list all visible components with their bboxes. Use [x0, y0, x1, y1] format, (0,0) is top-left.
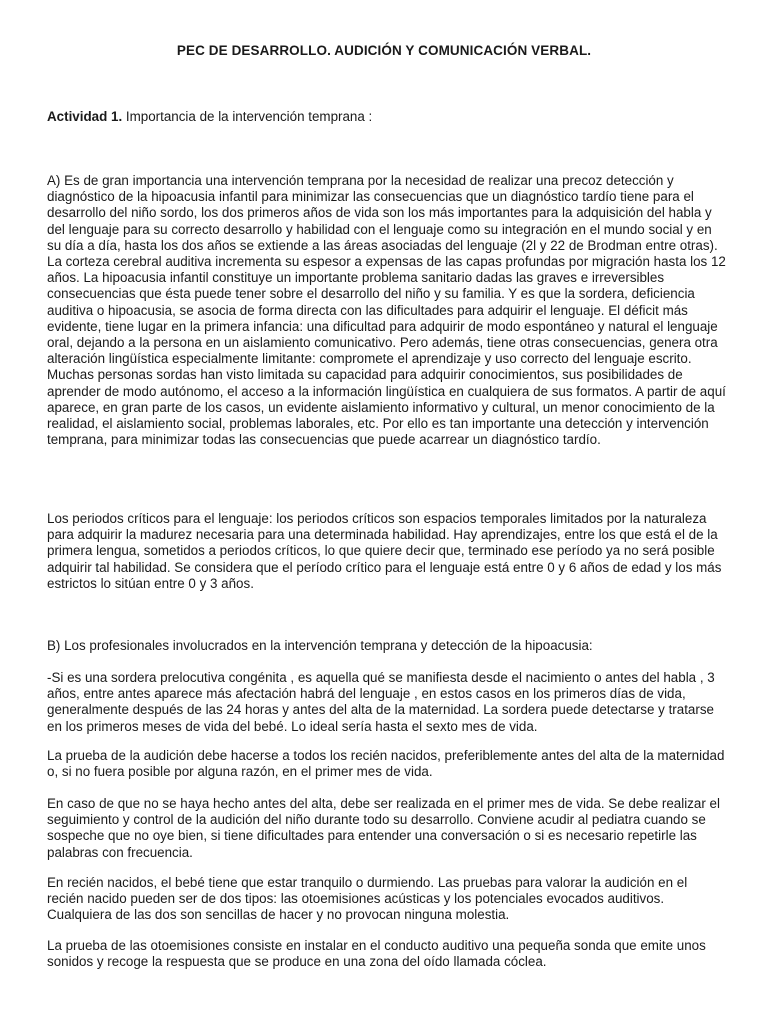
paragraph-b-professionals: B) Los profesionales involucrados en la intervención temprana y detección de la hipoacusia: — [47, 638, 593, 653]
paragraph-hearing-test: La prueba de la audición debe hacerse a todos los recién nacidos, preferiblemente antes del alta de la maternidad o, si no fuera posible por alguna razón, en el primer mes de vida. — [47, 748, 725, 780]
paragraph-newborn-tests: En recién nacidos, el bebé tiene que estar tranquilo o durmiendo. Las pruebas para valorar la audición en el recién nacido pueden ser de dos tipos: las otoemisiones acústicas y los potenciales evocados auditivos. Cualquiera de las dos son sencillas de hacer y no provocan ninguna molestia. — [47, 875, 688, 923]
paragraph-prelocutive-deafness: -Si es una sordera prelocutiva congénita , es aquella qué se manifiesta desde el nacimiento o antes del habla , 3 años, entre antes aparece más afectación habrá del lenguaje , en estos casos en los primeros días de vida, generalmente después de las 24 horas y antes del alta de la maternidad. La sordera puede detectarse y tratarse en los primeros meses de vida del bebé. Lo ideal sería hasta el sexto mes de vida. — [47, 670, 715, 734]
activity-heading — [47, 109, 727, 125]
paragraph-otoemissions: La prueba de las otoemisiones consiste en instalar en el conducto auditivo una pequeña sonda que emite unos sonidos y recoge la respuesta que se produce en una zona del oído llamada cóclea. — [47, 938, 706, 970]
paragraph-critical-periods: Los periodos críticos para el lenguaje: los periodos críticos son espacios temporales limitados por la naturaleza para adquirir la madurez necesaria para una determinada habilidad. Hay aprendizajes, entre los que está el de la primera lengua, sometidos a periodos críticos, lo que quiere decir que, terminado ese período ya no será posible adquirir tal habilidad. Se considera que el período crítico para el lenguaje está entre 0 y 6 años de edad y los más estrictos lo sitúan entre 0 y 3 años. — [47, 511, 722, 591]
activity-label: Actividad 1. — [47, 109, 123, 124]
document-title: PEC DE DESARROLLO. AUDICIÓN Y COMUNICACIÓN VERBAL. — [176, 43, 592, 58]
paragraph-follow-up: En caso de que no se haya hecho antes del alta, debe ser realizada en el primer mes de vida. Se debe realizar el seguimiento y control de la audición del niño durante todo su desarrollo. Conviene acudir al pediatra cuando se sospeche que no oye bien, si tiene dificultades para entender una conversación o si es necesario repetirle las palabras con frecuencia. — [47, 796, 720, 860]
paragraph-a-importance: A) Es de gran importancia una intervención temprana por la necesidad de realizar una precoz detección y diagnóstico de la hipoacusia infantil para minimizar las consecuencias que un diagnóstico tardío tiene para el desarrollo del niño sordo, los dos primeros años de vida son los más importantes para la adquisición del habla y del lenguaje para su correcto desarrollo y habilidad con el lenguaje como su integración en el mundo social y en su día a día, hasta los dos años se extiende a las áreas asociadas del lenguaje (2l y 22 de Brodman entre otras). La corteza cerebral auditiva incrementa su espesor a expensas de las capas profundas por migración hasta los 12 años. La hipoacusia infantil constituye un importante problema sanitario dadas las graves e irreversibles consecuencias que ésta puede tener sobre el desarrollo del niño y su familia. Y es que la sordera, deficiencia auditiva o hipoacusia, se asocia de forma directa con las dificultades para adquirir el lenguaje. El déficit más evidente, tiene lugar en la primera infancia: una dificultad para adquirir de modo espontáneo y natural el lenguaje oral, dejando a la persona en un aislamiento comunicativo. Pero además, tiene otras consecuencias, genera otra alteración lingüística especialmente limitante: compromete el aprendizaje y uso correcto del lenguaje escrito. Muchas personas sordas han visto limitada su capacidad para adquirir conocimientos, sus posibilidades de aprender de modo autónomo, el acceso a la información lingüística en cualquiera de sus formatos. A partir de aquí aparece, en gran parte de los casos, un evidente aislamiento informativo y cultural, un menor conocimiento de la realidad, el aislamiento social, problemas laborales, etc. Por ello es tan importante una detección y intervención temprana, para minimizar todas las consecuencias que puede acarrear un diagnóstico tardío. — [47, 173, 726, 448]
activity-text: Importancia de la intervención temprana : — [122, 109, 373, 124]
